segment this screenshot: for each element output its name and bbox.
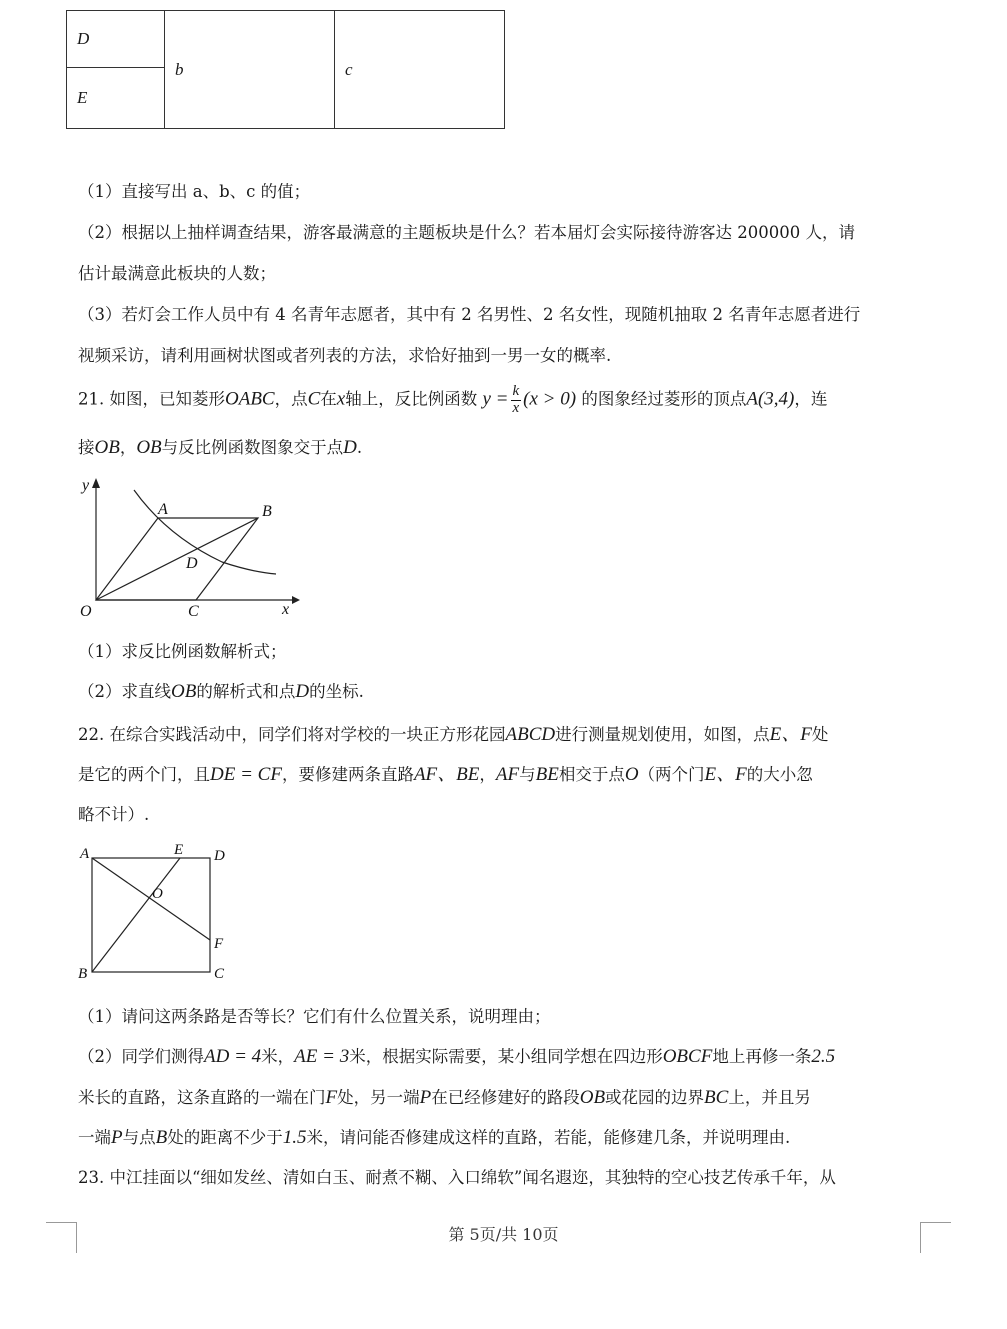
fig-label-d: D: [186, 555, 198, 572]
fig-label-y: y: [82, 477, 90, 494]
q22-sub2-line1: [78, 1043, 835, 1068]
fig-label-a: A: [80, 846, 90, 862]
fraction-numerator: k: [512, 383, 520, 399]
q20-part2-line1: （2）根据以上抽样调查结果，游客最满意的主题板块是什么？若本届灯会实际接待游客达 200000 人，请: [78, 223, 855, 242]
square-name: ABCD: [505, 724, 556, 745]
q21-text: .: [356, 438, 363, 457]
q21-text: ，连: [794, 389, 828, 409]
q22-text: 在已经修建好的路段: [431, 1088, 580, 1107]
q21-text: 与反比例函数图象交于点: [161, 438, 344, 457]
x-axis-arrow: [292, 596, 300, 604]
q22-text: 是它的两个门，且: [78, 765, 210, 784]
fig-label-c: C: [188, 603, 199, 620]
fraction-k-over-x: [511, 384, 522, 416]
page-footer: 第 5页/共 10页: [448, 1225, 559, 1244]
segment-label: OB: [136, 437, 162, 458]
q22-text: 上，并且另: [728, 1088, 811, 1107]
point-label: P: [419, 1087, 432, 1108]
q22-sub2-line3: [78, 1124, 790, 1149]
table-cell-d: D: [67, 11, 165, 68]
q22-stem-line2: [78, 759, 813, 786]
point-label: P: [111, 1127, 123, 1148]
q21-text: 轴上，反比例函数: [345, 389, 478, 409]
q22-text: ，: [479, 765, 496, 784]
q21-text: （2）求直线: [78, 682, 171, 701]
fig-label-d: D: [214, 848, 225, 864]
segment-label: BE: [535, 764, 559, 785]
q22-text: （2）同学们测得: [78, 1047, 204, 1066]
axis-label: x: [336, 388, 346, 410]
number: 2.5: [811, 1046, 836, 1067]
quadrilateral-name: OBCF: [662, 1046, 713, 1067]
q22-text: 22. 在综合实践活动中，同学们将对学校的一块正方形花园: [78, 725, 506, 744]
segment-label: OB: [171, 681, 197, 702]
square-abcd: [92, 858, 210, 972]
q21-sub1: （1）求反比例函数解析式；: [78, 642, 287, 661]
q23-stem-line1: 23. 中江挂面以“细如发丝、清如白玉、耐煮不糊、入口绵软”闻名遐迩，其独特的空心技艺传承千年，从: [78, 1168, 836, 1187]
number: 1.5: [282, 1127, 307, 1148]
function-y: y =: [482, 388, 509, 410]
segment-label: OB: [94, 437, 120, 458]
q22-text: 进行测量规划使用，如图，点: [555, 725, 770, 744]
fig-label-o: O: [152, 886, 163, 902]
q22-figure: [72, 838, 242, 984]
q22-text: 米，请问能否修建成这样的直路，若能，能修建几条，并说明理由.: [306, 1128, 791, 1147]
domain-condition: (x > 0): [523, 388, 577, 410]
q22-text: 米长的直路，这条直路的一端在门: [78, 1088, 326, 1107]
segment-labels: AF、BE: [413, 764, 480, 785]
q22-text: （两个门: [638, 765, 705, 784]
q22-sub1: （1）请问这两条路是否等长？它们有什么位置关系，说明理由；: [78, 1007, 551, 1026]
fig-label-a: A: [158, 501, 168, 518]
point-a-coords: A(3,4): [746, 388, 795, 410]
fig-label-c: C: [214, 966, 225, 982]
fig-label-e: E: [174, 842, 184, 858]
q21-figure: [72, 474, 302, 620]
segment-label: OB: [579, 1087, 606, 1108]
point-label: C: [307, 388, 321, 410]
q21-text: 的图象经过菱形的顶点: [581, 389, 747, 409]
point-label: D: [295, 681, 310, 702]
fig-label-f: F: [214, 936, 224, 952]
rhombus-name: OABC: [225, 388, 275, 410]
q22-text: 地上再修一条: [712, 1047, 812, 1066]
q22-text: 处，另一端: [337, 1088, 420, 1107]
q20-part3-line1: （3）若灯会工作人员中有 4 名青年志愿者，其中有 2 名男性、2 名女性，现随机抽取 2 名青年志愿者进行: [78, 305, 861, 324]
segment-label: AF: [495, 764, 520, 785]
fig-label-b: B: [78, 966, 88, 982]
point-label: F: [325, 1087, 338, 1108]
point-label: D: [343, 437, 357, 458]
q22-text: 与: [519, 765, 536, 784]
survey-table: [66, 10, 505, 129]
fig-label-o: O: [80, 603, 92, 620]
q20-part3-line2: 视频采访，请利用画树状图或者列表的方法，求恰好抽到一男一女的概率.: [78, 346, 612, 365]
y-axis-arrow: [92, 478, 100, 488]
q22-text: 一端: [78, 1128, 111, 1147]
point-label: B: [155, 1127, 168, 1148]
road-be: [92, 858, 180, 972]
point-labels: E、F: [704, 764, 747, 785]
q21-text: 的解析式和点: [196, 682, 296, 701]
road-af: [92, 858, 210, 940]
q20-part2-line2: 估计最满意此板块的人数；: [78, 264, 276, 283]
fig-label-x: x: [282, 601, 290, 618]
point-labels: E、F: [769, 724, 812, 745]
q21-stem-line2: [78, 434, 362, 459]
fig-label-b: B: [262, 503, 272, 520]
equation: DE = CF: [210, 764, 282, 785]
q20-part1: （1）直接写出 a、b、c 的值；: [78, 182, 311, 201]
q21-text: 21. 如图，已知菱形: [78, 389, 225, 409]
q22-text: 相交于点: [558, 765, 625, 784]
q22-text: 的大小忽: [746, 765, 813, 784]
q22-sub2-line2: [78, 1084, 811, 1109]
q21-stem-line1: [78, 384, 827, 416]
equation: AE = 3: [294, 1046, 350, 1067]
point-label: O: [624, 764, 639, 785]
table-cell-e: E: [67, 68, 165, 129]
q21-text: 在: [320, 389, 337, 409]
q22-text: 与点: [122, 1128, 156, 1147]
q22-text: 米，根据实际需要，某小组同学想在四边形: [349, 1047, 663, 1066]
q22-text: ，要修建两条直路: [281, 765, 414, 784]
q21-text: 的坐标.: [309, 682, 364, 701]
q22-stem-line3: 略不计）.: [78, 805, 150, 824]
fraction-denominator: x: [512, 400, 520, 416]
q22-stem-line1: [78, 719, 828, 746]
q21-text: ，点: [274, 389, 308, 409]
table-cell-c: c: [335, 11, 505, 129]
hyperbola-curve: [134, 490, 276, 574]
equation: AD = 4: [204, 1046, 262, 1067]
q21-text: ，: [119, 438, 137, 457]
q21-sub2: [78, 678, 364, 703]
q22-text: 或花园的边界: [605, 1088, 705, 1107]
q22-text: 米，: [261, 1047, 295, 1066]
table-cell-b: b: [165, 11, 335, 129]
q22-text: 处: [811, 725, 829, 744]
q22-text: 处的距离不少于: [167, 1128, 283, 1147]
segment-label: BC: [704, 1087, 729, 1108]
diagonal-ob: [96, 518, 258, 600]
q21-text: 接: [78, 438, 95, 457]
